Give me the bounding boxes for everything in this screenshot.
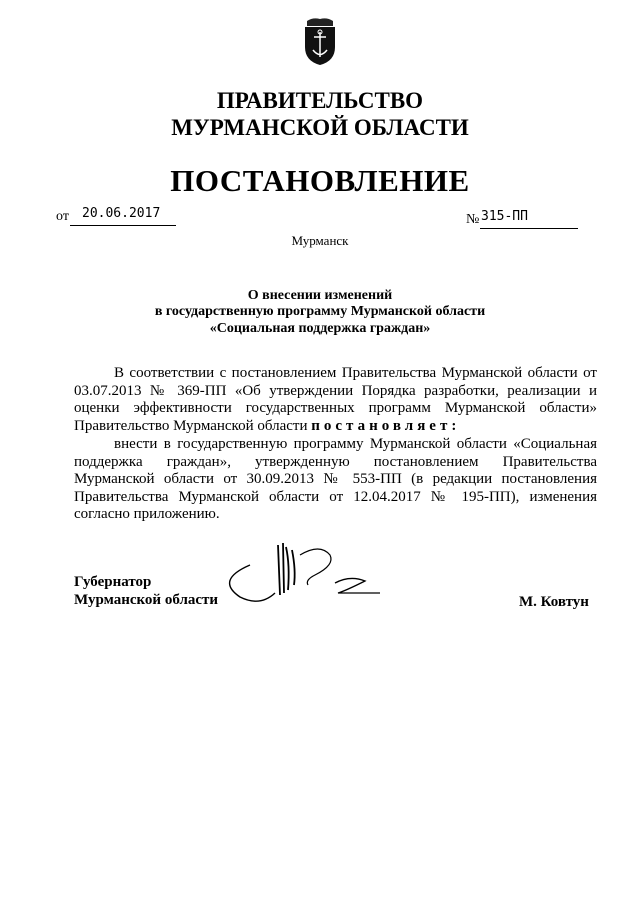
signatory-title-line2: Мурманской области: [74, 592, 219, 608]
decree-keyword: постановляет:: [311, 417, 461, 434]
number-prefix: №: [466, 212, 480, 227]
coat-of-arms-icon: [299, 17, 341, 67]
subject-line1: О внесении изменений: [247, 288, 393, 303]
handwritten-signature: [220, 535, 420, 615]
document-number: 315-ПП: [481, 209, 528, 224]
date-prefix: от: [56, 209, 69, 224]
paragraph-1-text: В соответствии с постановлением Правительства Мурманской области от 03.07.2013 № 369-ПП «Об утверждении Порядка разработки, реализации и оценки эффективности государственных программ Мурманской области» Правительство Мурманской области: [74, 365, 597, 434]
signatory-name: М. Ковтун: [519, 594, 589, 610]
date-underline: [70, 225, 176, 226]
number-underline: [480, 228, 578, 229]
document-date: 20.06.2017: [82, 206, 161, 221]
document-type-title: ПОСТАНОВЛЕНИЕ: [170, 163, 470, 198]
org-name-line1: ПРАВИТЕЛЬСТВО: [216, 88, 424, 113]
body-paragraph-2: внести в государственную программу Мурманской области «Социальная поддержка граждан», утвержденную постановлением Правительства Мурманской области от 30.09.2013 № 553-ПП (в редакции постановления Правительства Мурманской области от 12.04.2017 № 195-ПП), изменения согласно приложению.: [74, 436, 597, 522]
city-name: Мурманск: [291, 233, 349, 248]
subject-line2: в государственную программу Мурманской области: [154, 304, 486, 319]
signatory-title-line1: Губернатор: [74, 574, 152, 590]
org-name-line2: МУРМАНСКОЙ ОБЛАСТИ: [171, 115, 469, 140]
body-paragraph-1: [74, 365, 597, 435]
subject-line3: «Социальная поддержка граждан»: [209, 321, 431, 336]
